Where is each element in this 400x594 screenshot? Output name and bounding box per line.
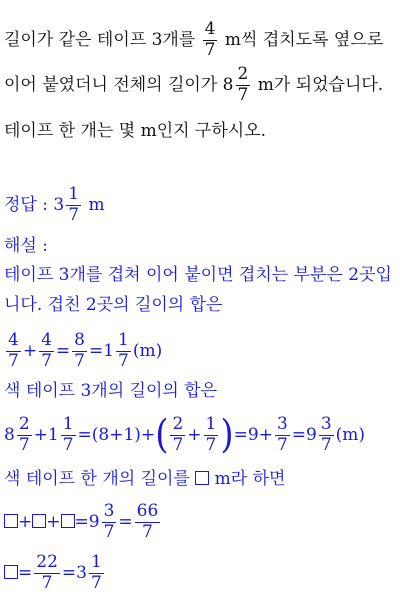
numerator: 1: [62, 414, 74, 434]
numerator: 1: [118, 330, 129, 350]
operator: =9: [291, 424, 317, 445]
unit: (m): [132, 340, 163, 361]
numerator: 66: [136, 501, 159, 521]
fraction: [102, 503, 117, 542]
operator: +1: [33, 424, 59, 445]
denominator: 7: [41, 572, 53, 593]
fraction: [66, 186, 81, 225]
operator: =: [55, 340, 71, 361]
operator: =1: [88, 340, 115, 361]
blank-box-icon: [61, 514, 75, 528]
fraction: [275, 416, 290, 455]
explanation-text-2: [4, 297, 222, 314]
denominator: 7: [320, 434, 332, 455]
equation-4: [4, 554, 106, 593]
operator: =: [18, 562, 33, 583]
denominator: 7: [142, 521, 153, 542]
left-paren: (: [155, 412, 169, 459]
right-paren: ): [220, 412, 234, 459]
answer-unit: m: [88, 194, 105, 215]
fraction: [39, 332, 54, 371]
denominator: 7: [204, 39, 216, 60]
fraction: [203, 21, 218, 60]
answer-label: 정답 : 3: [4, 194, 65, 215]
denominator: 7: [8, 350, 19, 371]
numerator: 4: [204, 19, 216, 39]
denominator: 7: [205, 434, 217, 455]
numerator: 3: [320, 414, 332, 434]
blank-box-icon: [32, 514, 46, 528]
fraction: [170, 416, 185, 455]
numerator: 3: [276, 414, 288, 434]
explanation-text: 색 테이프 한 개의 길이를: [4, 469, 190, 489]
denominator: 7: [237, 84, 249, 105]
problem-text: m가 되었습니다.: [257, 74, 384, 95]
explanation-text-4: [4, 471, 285, 488]
fraction: [116, 332, 131, 371]
explanation-text-1: [4, 267, 392, 284]
explanation-text: 테이프 3개를 겹쳐 이어 붙이면 겹치는 부분은 2곳입: [4, 265, 392, 285]
numerator: 3: [103, 501, 115, 521]
explanation-title-text: 해설 :: [4, 236, 48, 256]
fraction: [34, 554, 60, 593]
explanation-text: 니다. 겹친 2곳의 길이의 합은: [4, 295, 223, 315]
denominator: 7: [118, 350, 129, 371]
unit: (m): [335, 424, 366, 445]
numerator: 2: [237, 64, 249, 84]
numerator: 4: [8, 330, 19, 350]
denominator: 7: [103, 521, 115, 542]
operator: =3: [61, 562, 87, 583]
numerator: 1: [90, 552, 102, 572]
problem-line-3: [4, 123, 266, 140]
problem-text: 이어 붙였더니 전체의 길이가 8: [4, 74, 234, 95]
blank-box-icon: [4, 514, 18, 528]
explanation-text: m라 하면: [214, 469, 286, 489]
numerator: 22: [36, 552, 58, 572]
operator: =: [118, 511, 133, 532]
operator: =9: [74, 511, 100, 532]
blank-box-icon: [4, 565, 18, 579]
denominator: 7: [74, 350, 85, 371]
numerator: 1: [68, 184, 80, 204]
explanation-text-3: [4, 383, 217, 400]
fraction: [6, 332, 21, 371]
operator: =(8+1)+: [77, 424, 156, 445]
fraction: [135, 503, 161, 542]
operator: +: [22, 340, 38, 361]
numerator: 1: [205, 414, 217, 434]
problem-line-1: [4, 21, 383, 60]
problem-text: 테이프 한 개는 몇 m인지 구하시오.: [4, 121, 267, 141]
fraction: [17, 416, 32, 455]
fraction: [61, 416, 76, 455]
problem-text: m씩 겹치도록 옆으로: [224, 29, 384, 50]
blank-box-icon: [195, 471, 209, 485]
denominator: 7: [68, 204, 80, 225]
problem-text: 길이가 같은 테이프 3개를: [4, 29, 196, 50]
equation-3: [4, 503, 162, 542]
explanation-text: 색 테이프 3개의 길이의 합은: [4, 381, 218, 401]
fraction: [236, 66, 251, 105]
fraction: [72, 332, 87, 371]
fraction: [204, 416, 219, 455]
fraction: [89, 554, 104, 593]
equation-2: [4, 412, 366, 459]
denominator: 7: [90, 572, 102, 593]
operator: +: [46, 511, 61, 532]
equation-1: [4, 332, 162, 371]
denominator: 7: [172, 434, 184, 455]
fraction: [319, 416, 334, 455]
numerator: 2: [172, 414, 184, 434]
answer-line: [4, 186, 105, 225]
whole-number: 8: [4, 424, 15, 445]
numerator: 8: [74, 330, 85, 350]
denominator: 7: [41, 350, 52, 371]
operator: =9+: [233, 424, 273, 445]
denominator: 7: [18, 434, 30, 455]
denominator: 7: [62, 434, 74, 455]
operator: +: [18, 511, 33, 532]
problem-line-2: [4, 66, 383, 105]
numerator: 4: [41, 330, 52, 350]
operator: +: [187, 424, 202, 445]
numerator: 2: [18, 414, 30, 434]
denominator: 7: [276, 434, 288, 455]
explanation-title: [4, 238, 48, 255]
